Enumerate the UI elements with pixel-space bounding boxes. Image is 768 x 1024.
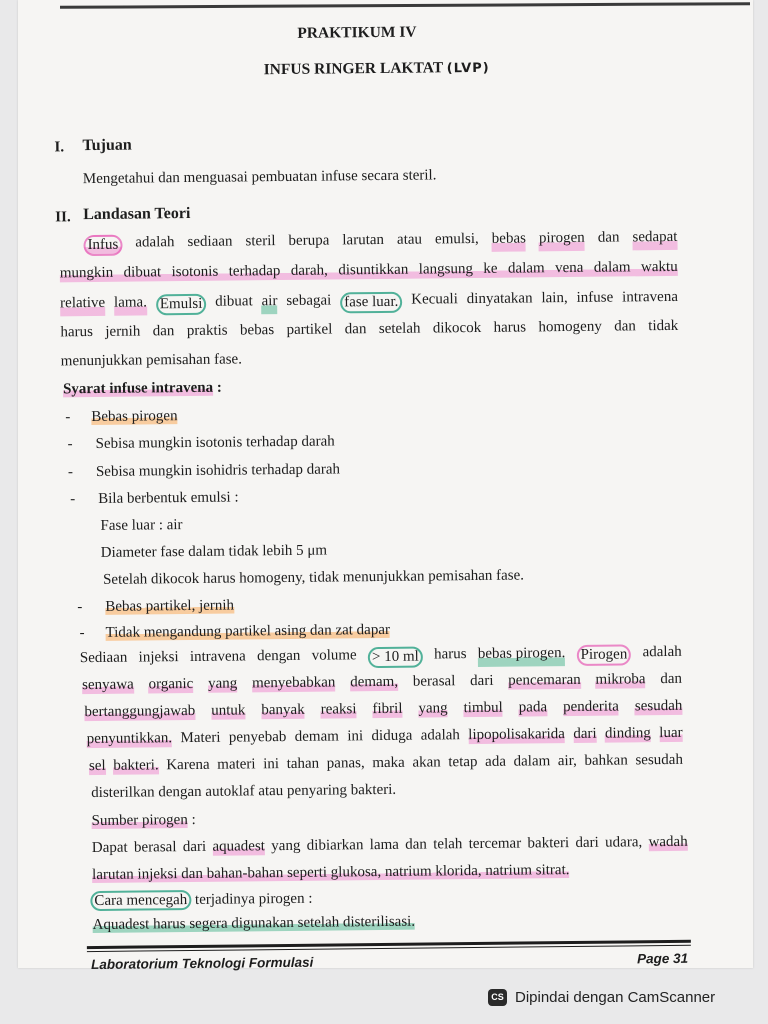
sumber-line-2-text: larutan injeksi dan bahan-bahan seperti glukosa, natrium klorida, natrium sitrat. [92, 862, 570, 884]
word: dan [660, 670, 683, 688]
bullet-dash: - [67, 464, 73, 481]
term-infus: Infus [83, 235, 122, 256]
footer-lab: Laboratorium Teknologi Formulasi [90, 954, 314, 973]
word: panas, [326, 755, 365, 772]
word: vena [555, 259, 584, 277]
syarat-item-5 [105, 598, 234, 616]
word: mikroba [595, 671, 646, 688]
word: lama [369, 836, 399, 854]
word: untuk [211, 702, 246, 719]
camscanner-watermark [488, 987, 715, 1007]
word: sesudah [635, 751, 683, 769]
para1-line-2 [60, 259, 678, 282]
syarat-item-4: Bila berbentuk emulsi : [98, 489, 239, 507]
word: timbul [463, 699, 503, 717]
word: bakteri. [113, 757, 159, 774]
word: atau [396, 231, 423, 248]
word: materi [217, 756, 256, 773]
term-pirogen: Pirogen [577, 644, 632, 666]
sumber-line-1 [92, 834, 688, 857]
section1-heading: Tujuan [82, 136, 132, 155]
word: diduga [371, 727, 413, 745]
word: yang [271, 837, 301, 855]
para2-line-2 [82, 671, 682, 694]
word: ini [347, 728, 364, 745]
word: ke [483, 260, 498, 277]
sumber-heading-line [91, 812, 195, 830]
word: harus [60, 323, 94, 341]
word: berasal [412, 673, 456, 690]
word: harus [433, 646, 467, 663]
word: pencemaran [508, 671, 581, 689]
cara-heading-line [90, 891, 312, 910]
word: dibuat [123, 264, 162, 281]
word: waktu [640, 258, 678, 276]
word: aquadest [212, 838, 266, 855]
para2-last-line: disterilkan dengan autoklaf atau penyaring bakteri. [91, 781, 397, 802]
syarat-item-text: Bebas pirogen [91, 408, 178, 426]
word: partikel [286, 321, 333, 338]
word: dalam [513, 753, 551, 770]
word: penyuntikkan. [86, 730, 173, 748]
syarat-heading: Syarat infuse intravena [62, 379, 214, 398]
word: senyawa [82, 676, 134, 694]
bullet-dash: - [67, 436, 73, 453]
word: bakteri [527, 835, 570, 852]
word: yang [208, 675, 238, 692]
word: organic [148, 675, 194, 693]
term-emulsi: Emulsi [156, 294, 207, 316]
word: harus [493, 319, 527, 336]
word: homogeny [538, 318, 602, 336]
word: sedapat [632, 229, 677, 250]
word: reaksi [320, 701, 357, 718]
word: volume [311, 647, 357, 664]
document-subtitle [264, 59, 490, 79]
volume-threshold: > 10 ml [368, 647, 423, 669]
word: telah [433, 836, 463, 853]
word: lain, [541, 290, 568, 307]
word: intravena [189, 648, 246, 665]
sumber-heading: Sumber pirogen [91, 812, 188, 830]
word: dinyatakan [466, 290, 533, 308]
word: maka [372, 754, 405, 772]
word: Kecuali [411, 291, 458, 308]
word: langsung [418, 261, 474, 278]
bullet-dash: - [70, 491, 76, 508]
syarat-item-text: Bebas partikel, jernih [105, 597, 235, 615]
word: yang [418, 700, 448, 717]
word: air [262, 293, 278, 314]
word: sesudah [634, 697, 683, 715]
word: dan [614, 318, 636, 335]
word: tahan [286, 755, 320, 772]
word: dinding [604, 725, 651, 742]
para2-line-4 [87, 725, 683, 748]
word: Materi [180, 729, 221, 747]
word: tidak [648, 317, 679, 335]
word: dikocok [432, 319, 482, 337]
word: dari [573, 725, 597, 742]
camscanner-text: Dipindai dengan CamScanner [515, 988, 716, 1006]
bullet-dash: - [79, 625, 85, 642]
word: lipopolisakarida [468, 726, 565, 744]
emulsi-detail-3: Setelah dikocok harus homogeny, tidak menunjukkan pemisahan fase. [102, 567, 525, 588]
word: menyebabkan [251, 674, 336, 692]
word: mungkin [59, 264, 114, 282]
word: Karena [166, 756, 210, 774]
bullet-dash: - [65, 409, 71, 426]
para2-line-1 [80, 644, 682, 671]
handwritten-note: (LVP) [446, 60, 490, 77]
word: Dapat [91, 839, 128, 857]
word: isotonis [171, 263, 219, 281]
cara-heading-rest: terjadinya pirogen : [191, 890, 313, 908]
word: wadah [648, 833, 688, 851]
word: luar [659, 724, 683, 742]
syarat-heading-line [63, 380, 222, 399]
word: dari [575, 834, 599, 851]
word: disuntikkan [338, 261, 409, 279]
word: penderita [562, 698, 619, 716]
word: bebas pirogen. [478, 645, 566, 667]
word: dalam [507, 260, 545, 277]
word: pirogen [539, 230, 585, 251]
word: jernih [105, 323, 141, 340]
word: larutan [342, 231, 385, 249]
syarat-item-text: Tidak mengandung partikel asing dan zat dapar [105, 621, 391, 641]
word: demam [294, 728, 339, 745]
word: bertanggungjawab [84, 702, 196, 721]
syarat-item-6 [106, 622, 391, 642]
word: Sediaan [79, 649, 128, 667]
word: setelah [378, 320, 421, 338]
word: praktis [186, 322, 228, 340]
word: dari [182, 838, 207, 856]
word: dan [597, 229, 620, 246]
word: bahkan [584, 752, 628, 769]
section1-number: I. [54, 139, 65, 156]
word: sel [88, 757, 106, 775]
word: banyak [261, 701, 305, 719]
document-title: PRAKTIKUM IV [297, 23, 417, 42]
para2-line-3 [84, 698, 682, 721]
word: dan [405, 836, 427, 853]
word: dan [344, 321, 367, 338]
para1-last-line: menunjukkan pemisahan fase. [60, 351, 243, 370]
cara-heading: Cara mencegah [90, 890, 191, 911]
syarat-colon: : [212, 379, 222, 396]
word: intravena [622, 288, 679, 306]
syarat-item-2: Sebisa mungkin isotonis terhadap darah [95, 433, 335, 452]
word: ada [485, 753, 507, 770]
para2-line-5 [89, 752, 683, 775]
syarat-item-3: Sebisa mungkin isohidris terhadap darah [95, 461, 341, 480]
word: dibiarkan [306, 837, 364, 854]
word: pada [518, 699, 548, 716]
cara-line-text: Aquadest harus segera digunakan setelah disterilisasi. [92, 913, 416, 934]
para1-line-1 [83, 229, 677, 256]
word: dan [152, 323, 175, 340]
syarat-item-1 [91, 408, 177, 426]
word: udara, [605, 834, 643, 851]
word: dengan [256, 647, 301, 665]
word: terhadap [228, 263, 281, 280]
word: dalam [593, 259, 631, 276]
section1-text: Mengetahui dan menguasai pembuatan infuse secara steril. [82, 167, 437, 188]
word: bebas [492, 230, 526, 251]
emulsi-detail-1: Fase luar : air [100, 517, 183, 534]
word: dari [470, 672, 494, 690]
word: tercemar [468, 835, 522, 853]
word: steril [245, 233, 276, 250]
bullet-dash: - [77, 599, 83, 616]
para1-line-4 [60, 318, 678, 341]
camscanner-icon: CS [488, 989, 507, 1006]
footer-page: Page 31 [636, 950, 689, 967]
word: sediaan [187, 233, 233, 251]
word: darah, [290, 262, 328, 279]
section2-number: II. [55, 209, 71, 226]
sumber-colon: : [187, 811, 196, 829]
emulsi-detail-2: Diameter fase dalam tidak lebih 5 μm [100, 542, 328, 561]
word: dibuat [215, 293, 253, 310]
word: air, [557, 752, 577, 770]
word: adalah [135, 234, 175, 251]
word: berupa [288, 232, 330, 249]
word: fibril [372, 700, 403, 718]
cara-line [93, 914, 416, 934]
word: penyebab [228, 728, 287, 746]
para1-line-3 [60, 289, 678, 316]
word: sebagai [286, 292, 332, 309]
subtitle-text: INFUS RINGER LAKTAT [263, 59, 443, 79]
word: infuse [576, 289, 614, 306]
word: emulsi, [434, 230, 479, 248]
term-fase-luar: fase luar. [340, 292, 402, 314]
word: bebas [239, 322, 275, 339]
word: demam, [350, 673, 399, 691]
word: adalah [420, 727, 460, 744]
word: relative [60, 295, 105, 316]
sumber-line-2 [92, 862, 570, 884]
word: adalah [642, 643, 682, 661]
word: tetap [448, 753, 478, 771]
word: berasal [133, 839, 177, 856]
word: akan [412, 754, 441, 771]
word: lama. [114, 294, 147, 315]
word: injeksi [138, 649, 179, 666]
section2-heading: Landasan Teori [83, 204, 191, 224]
word: ini [263, 756, 280, 773]
